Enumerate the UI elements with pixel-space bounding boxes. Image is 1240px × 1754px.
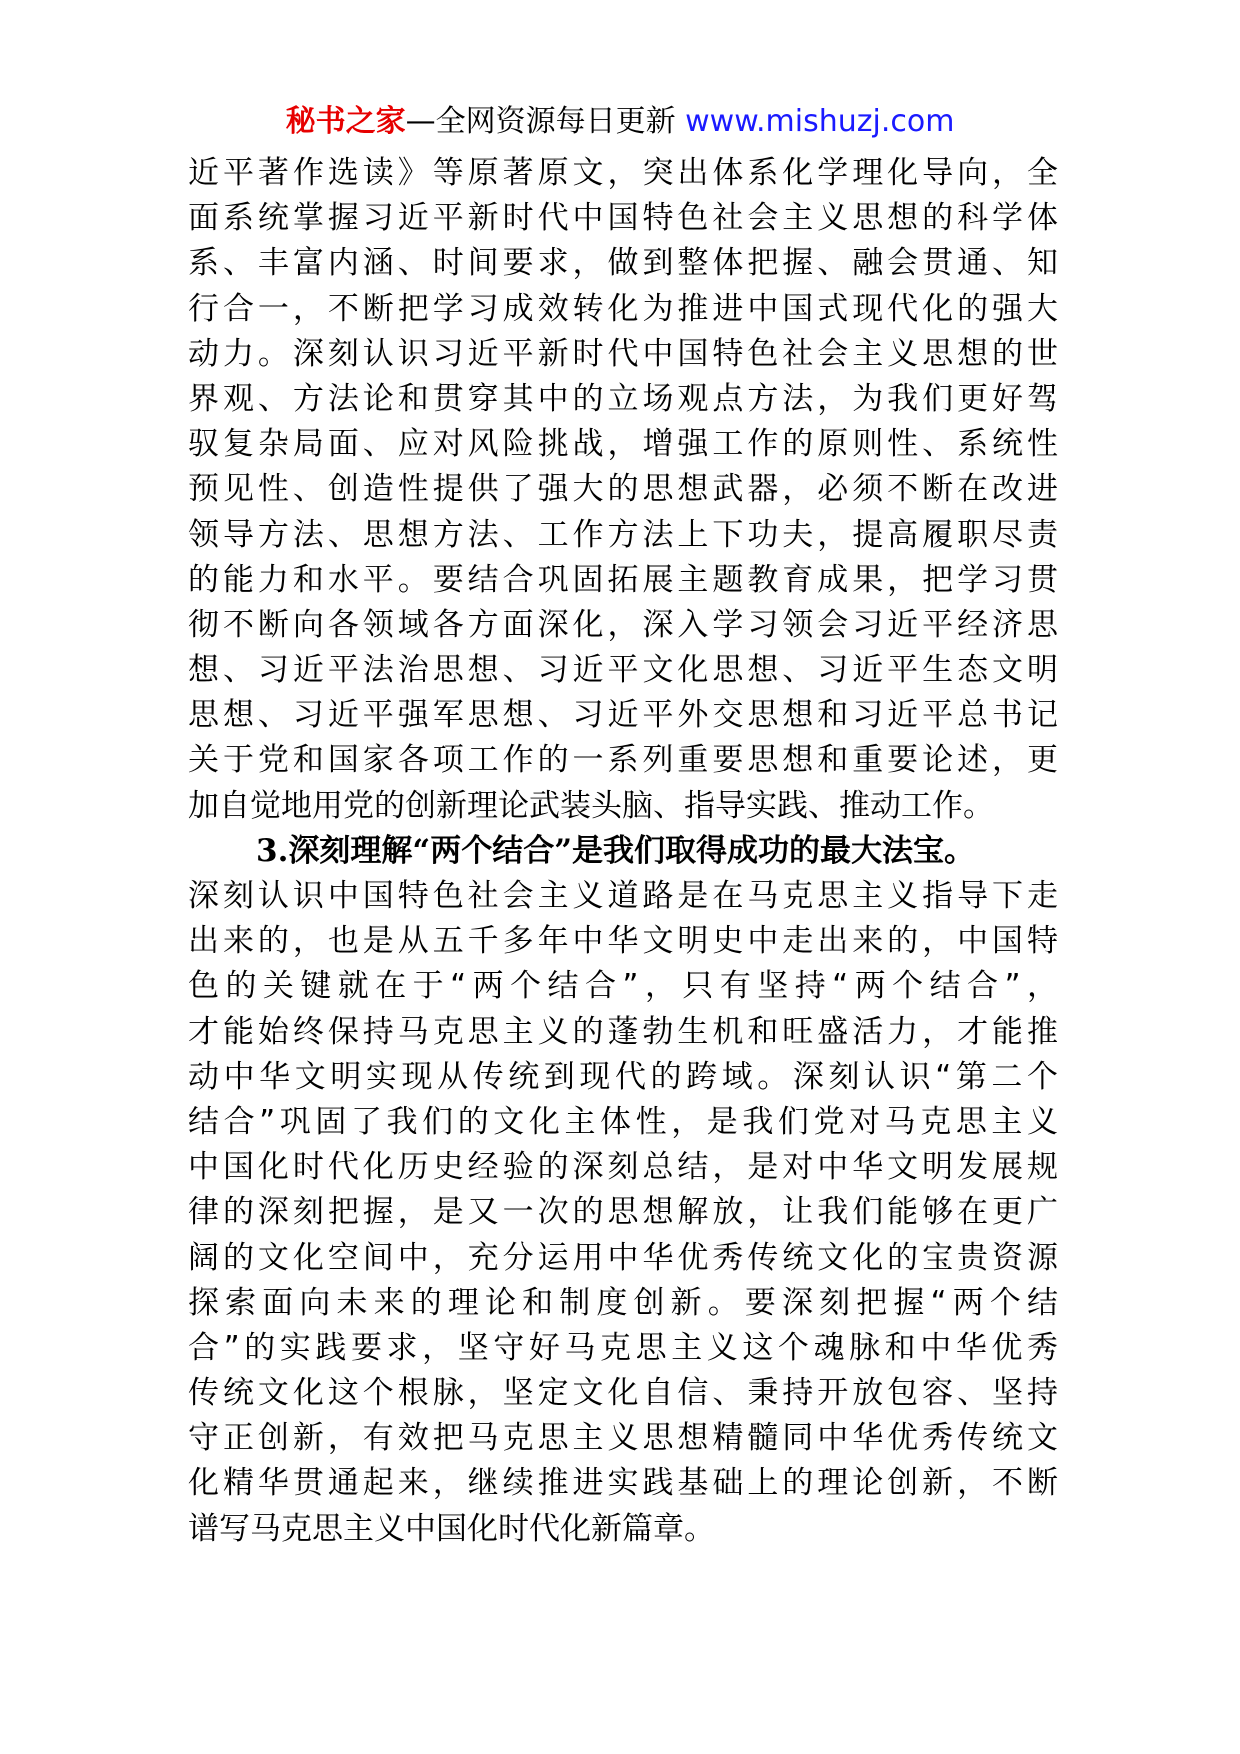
text-line: 面系统掌握习近平新时代中国特色社会主义思想的科学体 — [188, 200, 1058, 237]
text-line: 阔的文化空间中，充分运用中华优秀传统文化的宝贵资源 — [188, 1239, 1058, 1276]
body-text — [188, 151, 1058, 1552]
text-line: 思想、习近平强军思想、习近平外交思想和习近平总书记 — [188, 697, 1058, 734]
header-tagline: —全网资源每日更新 — [405, 104, 686, 139]
text-line: 行合一，不断把学习成效转化为推进中国式现代化的强大 — [188, 290, 1058, 327]
page-header — [0, 102, 1240, 142]
text-line: 出来的，也是从五千多年中华文明史中走出来的，中国特 — [188, 923, 1058, 960]
header-url-link[interactable]: www.mishuzj.com — [685, 104, 955, 139]
text-line: 的能力和水平。要结合巩固拓展主题教育成果，把学习贯 — [188, 561, 1058, 598]
text-line: 动中华文明实现从传统到现代的跨域。深刻认识“第二个 — [188, 1058, 1058, 1095]
section-3-paragraph — [188, 874, 1058, 1552]
text-line: 化精华贯通起来，继续推进实践基础上的理论创新，不断 — [188, 1465, 1058, 1502]
text-line: 合”的实践要求，坚守好马克思主义这个魂脉和中华优秀 — [188, 1329, 1058, 1366]
section-2-paragraph — [188, 151, 1058, 829]
text-line: 色的关键就在于“两个结合”，只有坚持“两个结合”， — [188, 968, 1058, 1005]
text-line: 近平著作选读》等原著原文，突出体系化学理化导向，全 — [188, 155, 1058, 191]
text-line: 中国化时代化历史经验的深刻总结，是对中华文明发展规 — [188, 1149, 1058, 1186]
text-line: 驭复杂局面、应对风险挑战，增强工作的原则性、系统性 — [188, 426, 1058, 463]
header-brand: 秘书之家 — [285, 104, 406, 139]
text-line: 领导方法、思想方法、工作方法上下功夫，提高履职尽责 — [188, 516, 1058, 553]
text-line: 传统文化这个根脉，坚定文化自信、秉持开放包容、坚持 — [188, 1375, 1058, 1412]
text-line: 想、习近平法治思想、习近平文化思想、习近平生态文明 — [188, 652, 1058, 689]
text-line: 动力。深刻认识习近平新时代中国特色社会主义思想的世 — [188, 335, 1058, 372]
text-line: 结合”巩固了我们的文化主体性，是我们党对马克思主义 — [188, 1103, 1058, 1140]
text-line: 彻不断向各领域各方面深化，深入学习领会习近平经济思 — [188, 606, 1058, 643]
text-line: 加自觉地用党的创新理论武装头脑、指导实践、推动工作。 — [188, 787, 994, 824]
text-line: 深刻认识中国特色社会主义道路是在马克思主义指导下走 — [188, 878, 1058, 914]
text-line: 律的深刻把握，是又一次的思想解放，让我们能够在更广 — [188, 1194, 1058, 1231]
text-line: 探索面向未来的理论和制度创新。要深刻把握“两个结 — [188, 1284, 1058, 1321]
text-line: 关于党和国家各项工作的一系列重要思想和重要论述，更 — [188, 742, 1058, 779]
text-line: 守正创新，有效把马克思主义思想精髓同中华优秀传统文 — [188, 1420, 1058, 1457]
text-line: 谱写马克思主义中国化时代化新篇章。 — [188, 1510, 715, 1547]
text-line: 预见性、创造性提供了强大的思想武器，必须不断在改进 — [188, 471, 1058, 508]
text-line: 系、丰富内涵、时间要求，做到整体把握、融会贯通、知 — [188, 245, 1058, 282]
text-line: 界观、方法论和贯穿其中的立场观点方法，为我们更好驾 — [188, 380, 1058, 417]
section-3-heading: 3.深刻理解“两个结合”是我们取得成功的最大法宝。 — [256, 832, 976, 869]
text-line: 才能始终保持马克思主义的蓬勃生机和旺盛活力，才能推 — [188, 1013, 1058, 1050]
